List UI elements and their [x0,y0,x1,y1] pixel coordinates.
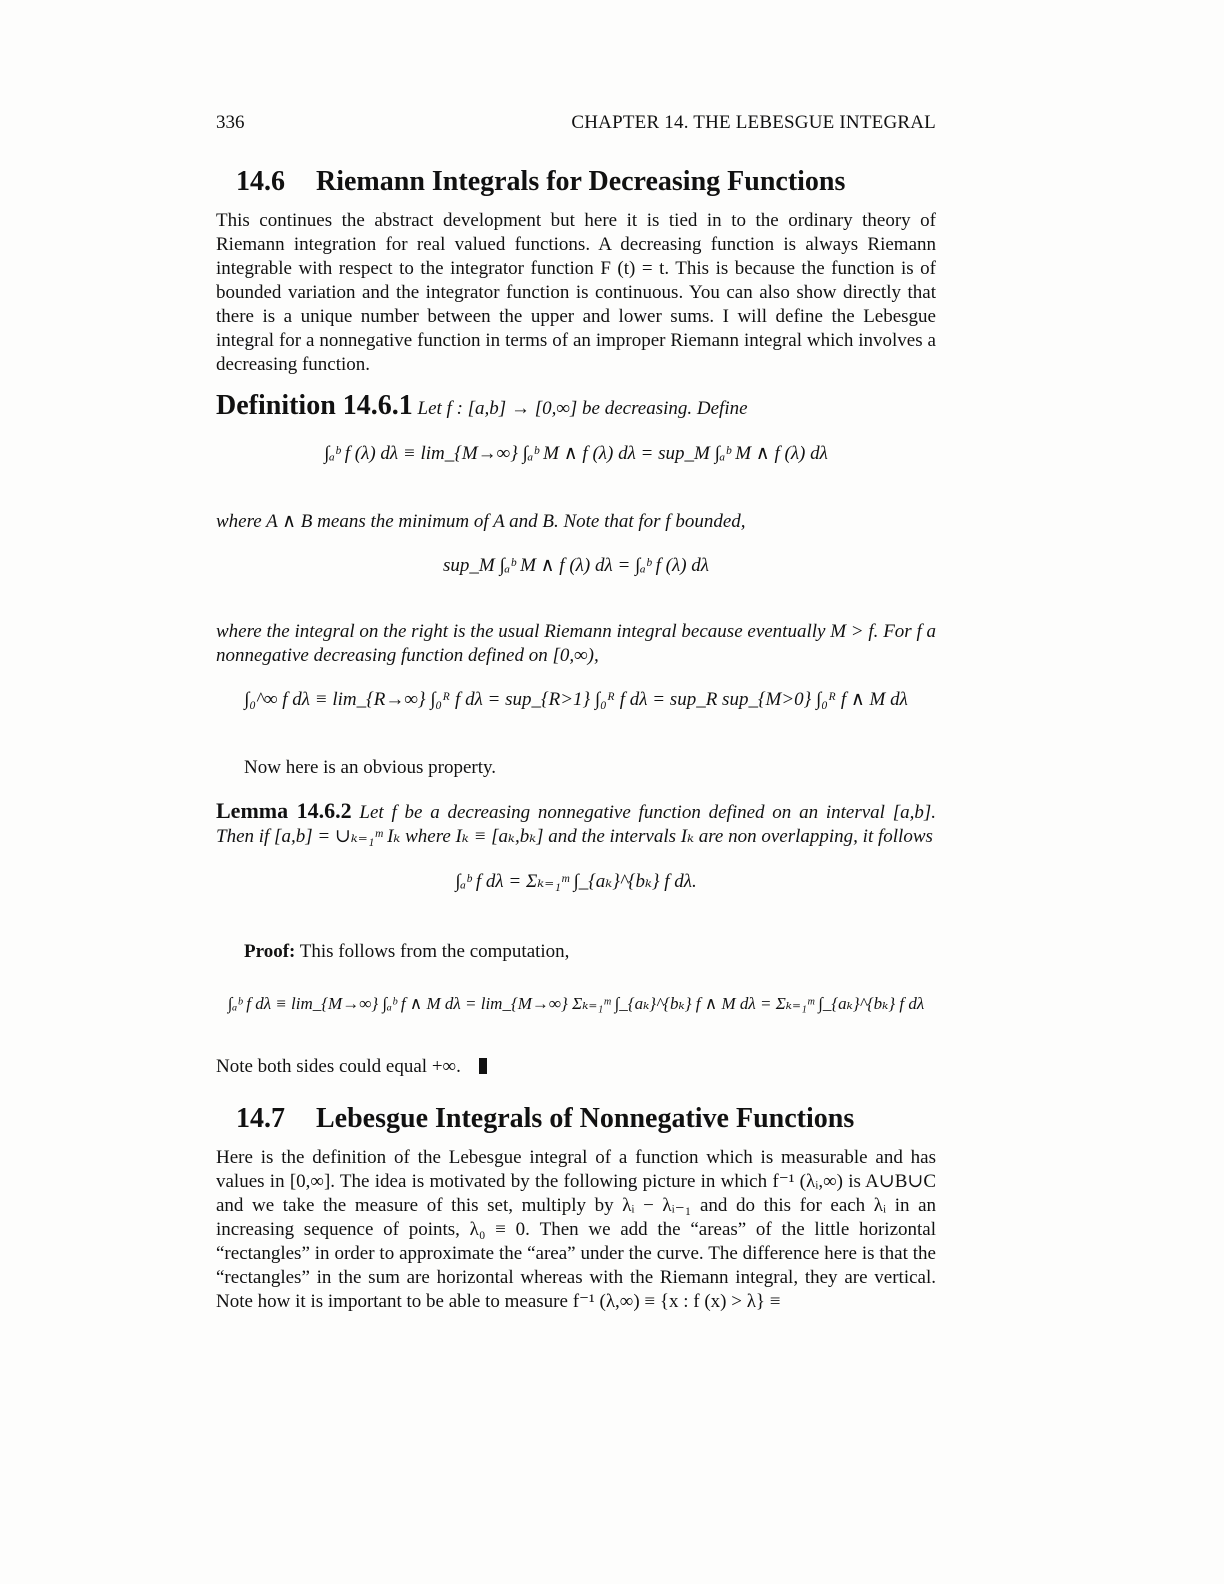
equation-definition-3 [216,688,936,711]
equation-text: ∫ₐᵇ f dλ = Σₖ₌₁ᵐ ∫_{aₖ}^{bₖ} f dλ. [455,871,697,892]
definition-statement: Let f : [a,b] → [0,∞] be decreasing. Define [417,398,748,419]
section-14-7-heading [236,1103,854,1135]
definition-14-6-1 [216,390,936,421]
obvious-property-text: Now here is an obvious property. [244,757,497,778]
proof-paragraph [244,940,936,964]
equation-text: ∫₀^∞ f dλ ≡ lim_{R→∞} ∫₀ᴿ f dλ = sup_{R>1} ∫₀ᴿ f dλ = sup_R sup_{M>0} ∫₀ᴿ f ∧ M dλ [244,689,908,710]
page-number: 336 [216,112,245,133]
equation-definition-1 [216,442,936,465]
section-14-7-intro: Here is the definition of the Lebesgue integral of a function which is measurable and has values in [0,∞]. The idea is motivated by the following picture in which f⁻¹ (λᵢ,∞) is A∪B∪C and we take the measure of this set, multiply by λᵢ − λᵢ₋₁ and do this for each λᵢ in an increasing sequence of points, λ₀ ≡ 0. Then we add the “areas” of the little horizontal “rectangles” in order to approximate the “area” under the curve. The difference here is that the “rectangles” in the sum are horizontal whereas with the Riemann integral, they are vertical. Note how it is important to be able to measure f⁻¹ (λ,∞) ≡ {x : f (x) > λ} ≡ [216,1147,936,1312]
equation-text: ∫ₐᵇ f dλ ≡ lim_{M→∞} ∫ₐᵇ f ∧ M dλ = lim_{M→∞} Σₖ₌₁ᵐ ∫_{aₖ}^{bₖ} f ∧ M dλ = Σₖ₌₁ᵐ ∫_{aₖ}^{bₖ} f dλ [227,994,925,1013]
lemma-statement: Let f be a decreasing nonnegative function defined on an interval [a,b]. Then if [a,b] = ∪ₖ₌₁ᵐ Iₖ where Iₖ ≡ [aₖ,bₖ] and the intervals Iₖ are non overlapping, it follows [216,802,937,847]
running-header [216,112,936,134]
proof-note [216,1055,936,1079]
section-14-6-heading [236,166,845,198]
equation-text: sup_M ∫ₐᵇ M ∧ f (λ) dλ = ∫ₐᵇ f (λ) dλ [442,555,710,576]
chapter-heading: CHAPTER 14. THE LEBESGUE INTEGRAL [571,112,936,133]
section-title: Riemann Integrals for Decreasing Functions [316,166,846,197]
proof-label: Proof: [244,941,296,962]
definition-text-2: where A ∧ B means the minimum of A and B. Note that for f bounded, [216,511,746,532]
equation-text: ∫ₐᵇ f (λ) dλ ≡ lim_{M→∞} ∫ₐᵇ M ∧ f (λ) dλ = sup_M ∫ₐᵇ M ∧ f (λ) dλ [324,443,828,464]
qed-square-icon [479,1058,487,1074]
lemma-14-6-2 [216,799,936,849]
equation-definition-2 [216,554,936,577]
section-title: Lebesgue Integrals of Nonnegative Functions [316,1103,855,1134]
section-14-6-intro: This continues the abstract development but here it is tied in to the ordinary theory of Riemann integration for real valued functions. A decreasing function is always Riemann integrable with respect to the integrator function F (t) = t. This is because the function is of bounded variation and the integrator function is continuous. You can also show directly that there is a unique number between the upper and lower sums. I will define the Lebesgue integral for a nonnegative function in terms of an improper Riemann integral which involves a decreasing function. [216,210,936,375]
definition-text-3: where the integral on the right is the usual Riemann integral because eventually M > f. For f a nonnegative decreasing function defined on [0,∞), [216,621,936,666]
section-number: 14.6 [236,166,285,197]
section-number: 14.7 [236,1103,285,1134]
definition-label: Definition 14.6.1 [216,390,413,421]
lemma-label: Lemma 14.6.2 [216,798,352,823]
equation-proof [216,994,936,1014]
equation-lemma [216,870,936,893]
proof-text: This follows from the computation, [299,941,570,962]
proof-note-text: Note both sides could equal +∞. [216,1056,461,1077]
